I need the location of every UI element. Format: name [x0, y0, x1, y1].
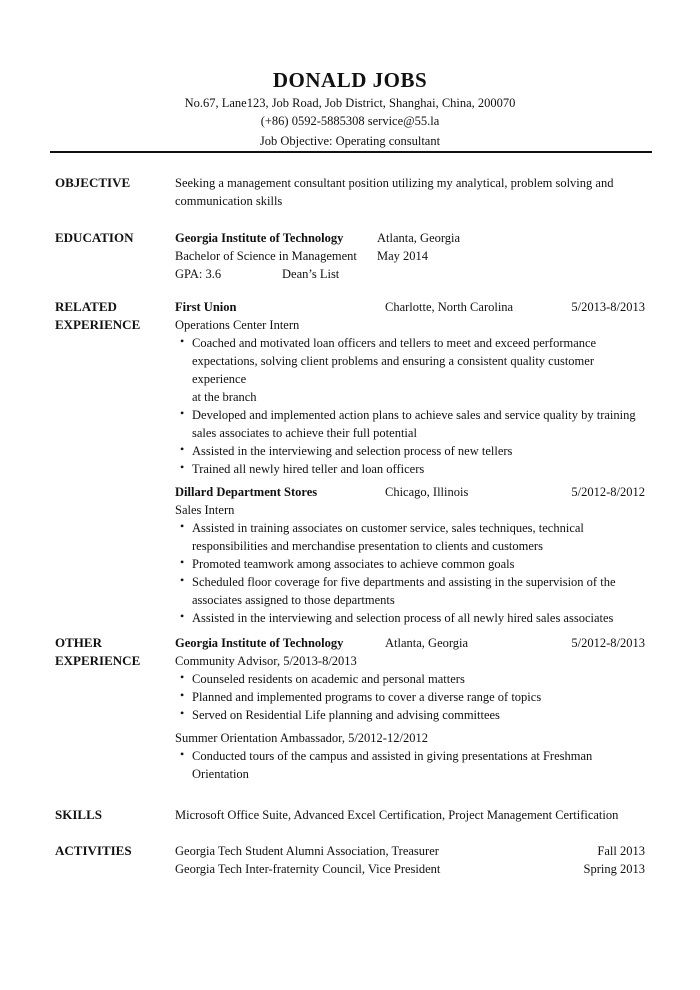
activity-item — [175, 860, 645, 878]
other-bullet-list — [175, 747, 645, 783]
bullet-text: • Trained all newly hired teller and loan officers — [192, 462, 425, 476]
job-bullet — [175, 555, 645, 573]
other-bullet — [175, 747, 645, 783]
job-dates: 5/2013-8/2013 — [571, 300, 645, 314]
other-experience-body — [175, 634, 645, 783]
resume-header — [0, 66, 700, 150]
contact-line: (+86) 0592-5885308 service@55.la — [260, 114, 440, 128]
address-line: No.67, Lane123, Job Road, Job District, Shanghai, China, 200070 — [184, 96, 516, 110]
section-title-related-experience — [55, 298, 170, 334]
other-bullet — [175, 670, 645, 688]
bullet-text: responsibilities and merchandise presentation to clients and customers — [192, 539, 543, 553]
job-bullet — [175, 334, 645, 406]
skills-text: Microsoft Office Suite, Advanced Excel Certification, Project Management Certification — [175, 808, 619, 822]
education-location: Atlanta, Georgia — [377, 231, 461, 245]
section-title-activities: ACTIVITIES — [55, 843, 132, 858]
bullet-text: • Coached and motivated loan officers and tellers to meet and exceed performance — [192, 336, 597, 350]
section-title-line: OTHER — [55, 635, 102, 650]
objective-text-line: Seeking a management consultant position utilizing my analytical, problem solving and — [175, 176, 614, 190]
job-company: First Union — [175, 300, 237, 314]
activity-text: Georgia Tech Student Alumni Association, Treasurer — [175, 844, 439, 858]
activity-date: Spring 2013 — [583, 862, 645, 876]
job-role: Sales Intern — [175, 503, 235, 517]
job-bullet-list — [175, 519, 645, 627]
bullet-text: • Assisted in the interviewing and selection process of new tellers — [192, 444, 513, 458]
activity-item — [175, 842, 645, 860]
bullet-text: • Assisted in training associates on customer service, sales techniques, technical — [192, 521, 584, 535]
bullet-text: • Scheduled floor coverage for five departments and assisting in the supervision of the — [192, 575, 616, 589]
other-bullet-list — [175, 670, 645, 724]
section-title-line: EXPERIENCE — [55, 317, 141, 332]
job-bullet — [175, 609, 645, 627]
section-title-skills: SKILLS — [55, 807, 102, 822]
job-dates: 5/2012-8/2012 — [571, 485, 645, 499]
other-bullet — [175, 688, 645, 706]
other-role: Community Advisor, 5/2013-8/2013 — [175, 654, 357, 668]
objective-text-line: communication skills — [175, 194, 283, 208]
job-bullet — [175, 406, 645, 442]
education-degree: Bachelor of Science in Management — [175, 249, 357, 263]
bullet-text: • Assisted in the interviewing and selection process of all newly hired sales associates — [192, 611, 614, 625]
education-school: Georgia Institute of Technology — [175, 231, 344, 245]
bullet-text: at the branch — [192, 390, 257, 404]
candidate-name: DONALD JOBS — [272, 68, 428, 92]
other-location: Atlanta, Georgia — [385, 636, 469, 650]
job-bullet — [175, 519, 645, 555]
activities-body — [175, 842, 645, 878]
bullet-text: sales associates to achieve their full potential — [192, 426, 417, 440]
other-dates: 5/2012-8/2013 — [571, 636, 645, 650]
related-experience-body — [175, 298, 645, 627]
bullet-text: • Conducted tours of the campus and assisted in giving presentations at Freshman — [192, 749, 593, 763]
bullet-text: • Planned and implemented programs to cover a diverse range of topics — [192, 690, 542, 704]
job-role: Operations Center Intern — [175, 318, 300, 332]
bullet-text: associates assigned to those departments — [192, 593, 395, 607]
bullet-text: • Promoted teamwork among associates to achieve common goals — [192, 557, 515, 571]
bullet-text: Orientation — [192, 767, 249, 781]
bullet-text: • Counseled residents on academic and personal matters — [192, 672, 465, 686]
other-org: Georgia Institute of Technology — [175, 636, 344, 650]
education-honor: Dean’s List — [282, 267, 340, 281]
education-date: May 2014 — [377, 249, 429, 263]
section-title-line: EXPERIENCE — [55, 653, 141, 668]
job-company: Dillard Department Stores — [175, 485, 318, 499]
activity-text: Georgia Tech Inter-fraternity Council, Vice President — [175, 862, 441, 876]
section-title-objective: OBJECTIVE — [55, 175, 131, 190]
job-location: Chicago, Illinois — [385, 485, 469, 499]
section-title-line: RELATED — [55, 299, 117, 314]
other-bullet — [175, 706, 645, 724]
bullet-text: expectations, solving client problems and ensuring a consistent quality customer experience — [192, 354, 594, 386]
job-bullet — [175, 460, 645, 478]
header-divider — [50, 151, 652, 153]
skills-body — [175, 806, 645, 824]
other-role: Summer Orientation Ambassador, 5/2012-12/2012 — [175, 731, 428, 745]
job-bullet — [175, 442, 645, 460]
job-location: Charlotte, North Carolina — [385, 300, 514, 314]
education-body — [175, 229, 645, 283]
job-objective-line: Job Objective: Operating consultant — [259, 134, 441, 148]
objective-body — [175, 174, 645, 210]
section-title-education: EDUCATION — [55, 230, 134, 245]
bullet-text: • Developed and implemented action plans to achieve sales and service quality by training — [192, 408, 636, 422]
section-title-other-experience — [55, 634, 170, 670]
bullet-text: • Served on Residential Life planning and advising committees — [192, 708, 500, 722]
job-bullet — [175, 573, 645, 609]
activity-date: Fall 2013 — [597, 844, 645, 858]
job-bullet-list — [175, 334, 645, 478]
education-gpa: GPA: 3.6 — [175, 267, 222, 281]
